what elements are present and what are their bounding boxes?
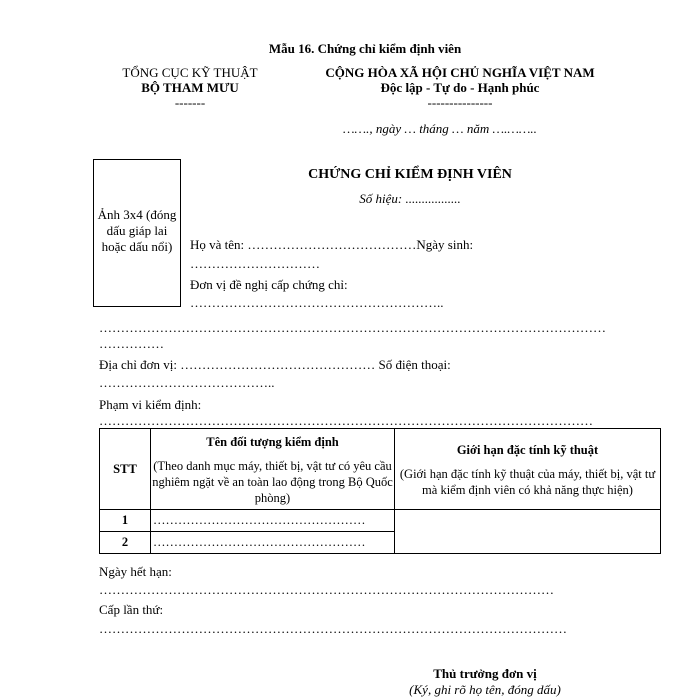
scope-dots-line: ……………………………………………………………………………………………………: [99, 413, 593, 428]
photo-box: [93, 159, 181, 307]
object-header: [151, 429, 395, 510]
issue-field: Cấp lần thứ:: [99, 602, 164, 617]
row-number: 1: [100, 510, 151, 532]
national-motto: Độc lập - Tự do - Hạnh phúc: [380, 80, 540, 95]
photo-placeholder-text: Ảnh 3x4 (đóng dấu giáp lai hoặc dấu nổi): [97, 207, 177, 254]
unit-dots-line-short: ……………: [99, 336, 164, 351]
left-header-line1: TỔNG CỤC KỸ THUẬT: [122, 65, 258, 80]
left-header-line2: BỘ THAM MƯU: [141, 80, 239, 95]
expiry-dots-line: ……………………………………………………………………………………………: [99, 582, 554, 597]
stt-header: STT: [100, 429, 151, 510]
limit-header-title: Giới hạn đặc tính kỹ thuật: [456, 443, 599, 457]
row-limit-cell: [395, 510, 661, 554]
table-header-row: [100, 429, 661, 510]
left-header-dash: -------: [174, 95, 206, 110]
form-title: Mẫu 16. Chứng chỉ kiểm định viên: [268, 41, 462, 56]
unit-field: Đơn vị đề nghị cấp chứng chỉ:: [190, 277, 348, 292]
limit-header-note: (Giới hạn đặc tính kỹ thuật của máy, thiết bị, vật tư mà kiểm định viên có khả năng thực hiện): [399, 467, 656, 497]
row-object-dots: ……………………………………………: [151, 532, 395, 554]
date-line: ……., ngày … tháng … năm ….……..: [343, 121, 537, 136]
address-field-cont: …………………………………..: [99, 375, 275, 390]
scope-field: Phạm vi kiểm định:: [99, 397, 202, 412]
scope-table: [99, 428, 661, 554]
row-object-dots: ……………………………………………: [151, 510, 395, 532]
name-field: Họ và tên: …………………………………Ngày sinh:: [190, 237, 474, 252]
national-title: CỘNG HÒA XÃ HỘI CHỦ NGHĨA VIỆT NAM: [325, 65, 595, 80]
name-field-cont: …………………………: [190, 256, 320, 271]
unit-field-cont: …………………………………………………..: [190, 295, 444, 310]
limit-header: [395, 429, 661, 510]
table-row: [100, 510, 661, 532]
unit-dots-line: ………………………………………………………………………………………………………: [99, 320, 606, 335]
signature-title: Thủ trưởng đơn vị: [433, 666, 537, 681]
certificate-number: Số hiệu: .................: [359, 191, 461, 206]
signature-note: (Ký, ghi rõ họ tên, đóng dấu): [409, 682, 561, 697]
row-number: 2: [100, 532, 151, 554]
issue-dots-line: ………………………………………………………………………………………………: [99, 621, 567, 636]
national-dash: ---------------: [427, 95, 493, 110]
address-field: Địa chỉ đơn vị: ……………………………………… Số điện thoại:: [99, 357, 451, 372]
object-header-note: (Theo danh mục máy, thiết bị, vật tư có yêu cầu nghiêm ngặt về an toàn lao động trong Bộ Quốc phòng): [152, 459, 393, 505]
expiry-field: Ngày hết hạn:: [99, 564, 172, 579]
object-header-title: Tên đối tượng kiểm định: [206, 435, 339, 449]
certificate-title: CHỨNG CHỈ KIỂM ĐỊNH VIÊN: [308, 167, 512, 182]
